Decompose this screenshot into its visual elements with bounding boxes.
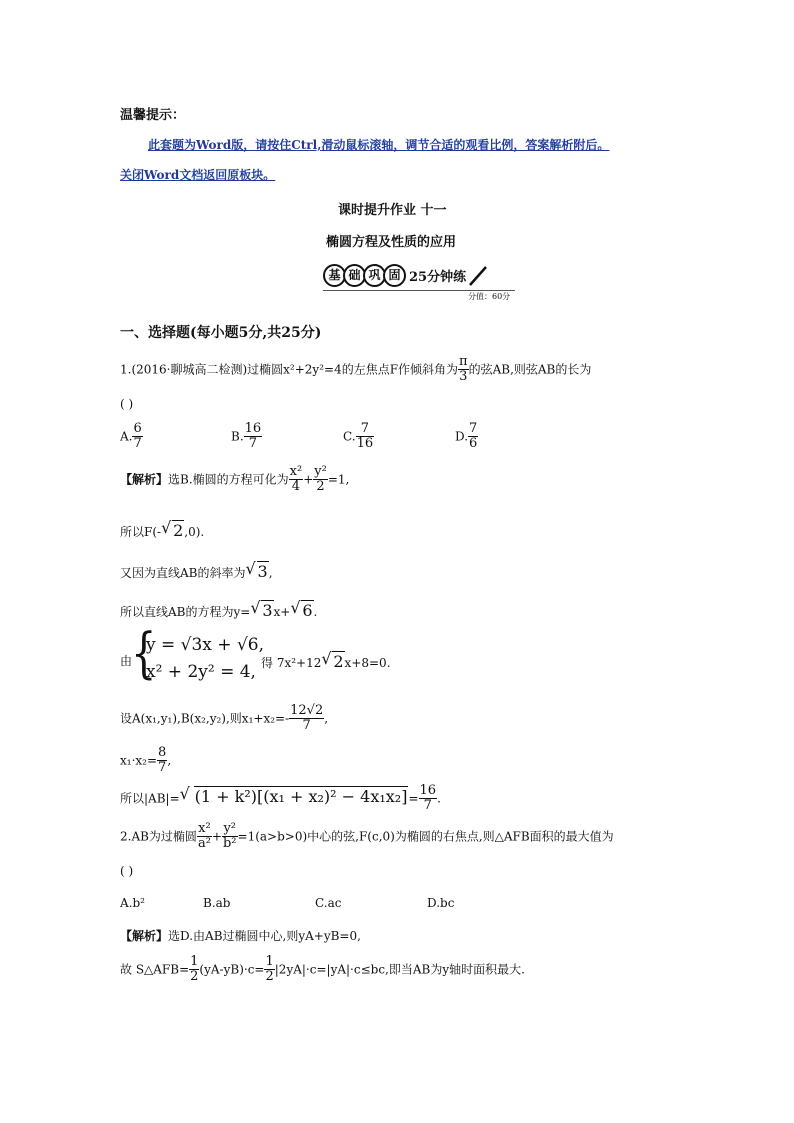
frac-num: x²	[289, 464, 303, 479]
frac-den: 2	[265, 969, 274, 985]
question-2	[120, 822, 614, 852]
score-label: 分值：60分	[468, 292, 511, 301]
frac-den: 7	[133, 436, 142, 452]
badge-char: 基	[323, 264, 346, 287]
practice-badge	[323, 264, 488, 287]
text: .	[313, 605, 318, 619]
text: ,	[268, 566, 273, 580]
text: ,0).	[184, 525, 205, 539]
q2-stem-a: 2.AB为过椭圆	[120, 829, 197, 844]
text: x+	[273, 605, 291, 619]
left-brace: {	[131, 622, 157, 686]
frac-num: 1	[190, 954, 199, 969]
text: 所以F(-	[120, 525, 162, 539]
option-fraction	[132, 422, 142, 452]
frac-den: 7	[423, 798, 432, 814]
sqrt	[290, 601, 313, 620]
frac-den: 16	[356, 436, 374, 452]
badge-time: 25分钟练	[409, 270, 467, 285]
equals-one: =1,	[327, 472, 350, 487]
text: 得 7x²+12	[261, 656, 322, 670]
frac-den: 3	[459, 369, 468, 385]
text: .	[437, 791, 441, 806]
text: 设A(x₁,y₁),B(x₂,y₂),则x₁+x₂=-	[120, 711, 290, 726]
text: x+8=0.	[344, 656, 391, 670]
sys-prefix: 由	[120, 654, 133, 668]
sol1-line-4	[120, 601, 317, 620]
q1-answer-paren: ( )	[120, 397, 134, 411]
frac-num: x²	[198, 821, 211, 836]
radicand: 2	[333, 652, 344, 671]
sol1-line-6	[120, 704, 328, 734]
badge-char: 础	[343, 264, 366, 287]
option-label: C.	[343, 429, 356, 444]
q2-option-c[interactable]: C.ac	[315, 896, 342, 910]
sol1-line-1	[120, 465, 349, 495]
text: (yA-yB)·c=	[199, 962, 265, 977]
frac-den: 7	[158, 760, 167, 776]
sol1-line-2	[120, 521, 204, 540]
option-label: A.	[120, 429, 133, 444]
fraction	[289, 465, 304, 495]
radicand: 2	[173, 521, 184, 540]
frac-den: 2	[316, 479, 325, 495]
sol1-line-7	[120, 746, 171, 776]
option-fraction	[356, 422, 375, 452]
lesson-subtitle: 椭圆方程及性质的应用	[326, 235, 457, 250]
frac-num: 1	[265, 954, 274, 969]
frac-den: 2	[190, 969, 199, 985]
equation-row-1: y = √3x + √6,	[146, 635, 264, 655]
text: 所以|AB|=	[120, 791, 180, 806]
frac-den: 4	[291, 479, 301, 495]
sqrt	[246, 562, 269, 581]
frac-den: 7	[302, 718, 311, 734]
frac-num: 16	[419, 783, 437, 798]
q1-option-a[interactable]	[120, 422, 143, 452]
fraction	[189, 955, 199, 985]
q2-option-a[interactable]: A.b²	[120, 896, 145, 910]
sol2-line-2	[120, 955, 525, 985]
q2-stem-b: =1(a>b>0)中心的弦,F(c,0)为椭圆的右焦点,则△AFB面积的最大值为	[237, 829, 614, 844]
frac-num: 8	[158, 745, 167, 760]
q1-stem-a: 1.(2016·聊城高二检测)过椭圆x²+2y²=4的左焦点F作倾斜角为	[120, 362, 459, 377]
lesson-title: 课时提升作业 十一	[338, 203, 447, 218]
frac-den: 7	[248, 436, 258, 452]
badge-char: 巩	[363, 264, 386, 287]
plus-sign: +	[211, 829, 222, 844]
q1-angle-fraction	[458, 355, 469, 385]
pen-stroke-icon	[468, 265, 488, 287]
frac-den: a²	[197, 836, 211, 852]
text: x₁·x₂=	[120, 753, 158, 768]
q1-option-b[interactable]	[231, 422, 262, 452]
frac-num: 7	[469, 421, 478, 436]
fraction	[289, 704, 324, 734]
q1-option-d[interactable]	[455, 422, 478, 452]
q1-stem-b: 的弦AB,则弦AB的长为	[468, 362, 592, 377]
frac-num: 16	[244, 421, 262, 436]
radicand: 3	[262, 601, 273, 620]
text: 所以直线AB的方程为y=	[120, 605, 251, 619]
plus-sign: +	[303, 472, 314, 487]
frac-den: 6	[469, 436, 478, 452]
sqrt	[321, 652, 344, 671]
radicand: (1 + k²)[(x₁ + x₂)² − 4x₁x₂]	[194, 787, 408, 807]
badge-char: 固	[383, 264, 406, 287]
fraction	[157, 746, 167, 776]
q2-option-d[interactable]: D.bc	[427, 896, 455, 910]
sol2-line-1	[120, 927, 361, 944]
tip-title: 温馨提示：	[120, 108, 186, 123]
fraction	[197, 822, 212, 852]
section-title: 一、选择题(每小题5分,共25分)	[120, 325, 322, 341]
fraction	[264, 955, 274, 985]
frac-num: π	[459, 354, 468, 369]
frac-den: b²	[222, 836, 237, 852]
option-fraction	[468, 422, 478, 452]
option-fraction	[244, 422, 263, 452]
option-label: B.	[231, 429, 244, 444]
text: ,	[167, 753, 172, 768]
frac-num: y²	[314, 464, 327, 479]
text: =	[408, 791, 419, 806]
text: 又因为直线AB的斜率为	[120, 566, 246, 580]
frac-num: 7	[356, 422, 375, 437]
text: 选D.由AB过椭圆中心,则yA+yB=0,	[168, 929, 361, 943]
text: ,	[324, 711, 329, 726]
fraction	[419, 784, 438, 814]
frac-num: 12√2	[290, 703, 324, 718]
sqrt	[180, 787, 409, 806]
text: 故 S△AFB=	[120, 962, 190, 977]
q1-option-c[interactable]	[343, 422, 374, 452]
sol1-l1-text: 选B.椭圆的方程可化为	[168, 472, 289, 487]
radicand: 3	[257, 562, 268, 581]
sol1-line-8	[120, 784, 441, 814]
tip-line-2[interactable]: 关闭Word文档返回原板块。	[120, 168, 276, 182]
fraction	[222, 822, 238, 852]
q2-option-b[interactable]: B.ab	[203, 896, 231, 910]
sqrt	[161, 521, 184, 540]
frac-num: y²	[223, 821, 237, 836]
equation-row-2: x² + 2y² = 4,	[146, 662, 256, 682]
sqrt	[250, 601, 273, 620]
solution-tag: 【解析】	[120, 472, 169, 487]
tip-line-1[interactable]: 此套题为Word版，请按住Ctrl,滑动鼠标滚轴，调节合适的观看比例，答案解析附后。	[148, 138, 610, 152]
fraction	[313, 465, 328, 495]
solution-tag: 【解析】	[120, 929, 169, 943]
text: |2yA|·c=|yA|·c≤bc,即当AB为y轴时面积最大.	[274, 962, 525, 977]
option-label: D.	[455, 429, 469, 444]
sol1-line-3	[120, 562, 273, 581]
radicand: 6	[302, 601, 313, 620]
q2-answer-paren: ( )	[120, 864, 134, 878]
frac-num: 6	[133, 421, 142, 436]
question-1	[120, 355, 591, 385]
sys-result	[261, 652, 391, 671]
